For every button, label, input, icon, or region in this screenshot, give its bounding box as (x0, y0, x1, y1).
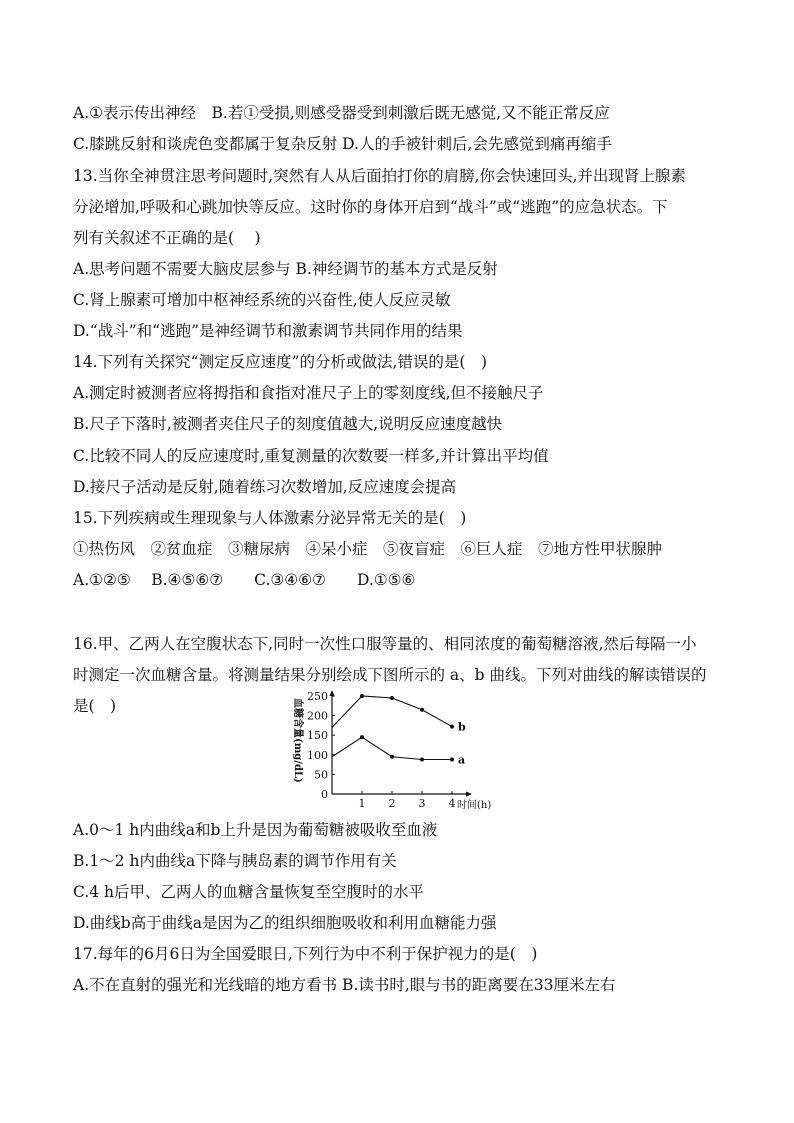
series-label-a: a (458, 753, 466, 767)
data-point-a (450, 758, 454, 762)
y-tick-label: 150 (307, 729, 328, 743)
y-axis-arrow (330, 690, 335, 696)
series-line-b (332, 696, 452, 727)
y-tick-label: 200 (307, 709, 328, 723)
data-point-a (390, 755, 394, 759)
text-line: 15.下列疾病或生理现象与人体激素分泌异常无关的是( ) (73, 509, 467, 527)
y-tick-label: 50 (314, 768, 328, 782)
y-tick-label: 0 (321, 788, 328, 801)
text-line: 13.当你全神贯注思考问题时,突然有人从后面拍打你的肩膀,你会快速回头,并出现肾上腺素 (73, 167, 686, 185)
text-line: D.曲线b高于曲线a是因为乙的组织细胞吸收和利用血糖能力强 (73, 914, 497, 932)
x-tick-label: 4 (448, 797, 456, 810)
data-point-b (390, 696, 394, 700)
text-line: 14.下列有关探究“测定反应速度”的分析或做法,错误的是( ) (73, 353, 488, 371)
text-line: D.接尺子活动是反射,随着练习次数增加,反应速度会提高 (73, 478, 457, 496)
text-line: A.测定时被测者应将拇指和食指对准尺子上的零刻度线,但不接触尺子 (73, 384, 544, 402)
text-line: A.思考问题不需要大脑皮层参与 B.神经调节的基本方式是反射 (73, 260, 498, 278)
text-line: C.4 h后甲、乙两人的血糖含量恢复至空腹时的水平 (73, 883, 425, 901)
y-tick-labels (307, 690, 335, 801)
x-tick-label: 1 (358, 797, 366, 810)
data-point-b (450, 725, 454, 729)
x-tick-label: 3 (418, 797, 426, 810)
text-line: B.1～2 h内曲线a下降与胰岛素的调节作用有关 (73, 852, 397, 870)
data-point-b (420, 708, 424, 712)
text-line: D.“战斗”和“逃跑”是神经调节和激素调节共同作用的结果 (73, 322, 463, 340)
text-line: 17.每年的6月6日为全国爱眼日,下列行为中不利于保护视力的是( ) (73, 945, 538, 963)
text-line: 是( ) (73, 697, 117, 715)
text-line: 16.甲、乙两人在空腹状态下,同时一次性口服等量的、相同浓度的葡萄糖溶液,然后每隔一小 (73, 635, 697, 653)
text-line: A.①表示传出神经 B.若①受损,则感受器受到刺激后既无感觉,又不能正常反应 (73, 104, 610, 122)
text-line: C.肾上腺素可增加中枢神经系统的兴奋性,使人反应灵敏 (73, 291, 451, 309)
data-point-a (420, 758, 424, 762)
text-line: ①热伤风 ②贫血症 ③糖尿病 ④呆小症 ⑤夜盲症 ⑥巨人症 ⑦地方性甲状腺肿 (73, 540, 663, 558)
x-axis-arrow (466, 792, 472, 797)
text-line: C.膝跳反射和谈虎色变都属于复杂反射 D.人的手被针刺后,会先感觉到痛再缩手 (73, 135, 612, 153)
y-tick-label: 250 (307, 690, 328, 703)
y-axis-label: 血糖含量(mg/dL) (292, 698, 303, 783)
x-axis-label: 时间(h) (457, 800, 492, 811)
data-point-b (360, 694, 364, 698)
blood-glucose-line-chart (285, 690, 510, 815)
series-label-b: b (458, 720, 466, 734)
x-tick-label: 2 (388, 797, 396, 810)
text-line: A.0～1 h内曲线a和b上升是因为葡萄糖被吸收至血液 (73, 821, 438, 839)
text-line: A.①②⑤ B.④⑤⑥⑦ C.③④⑥⑦ D.①⑤⑥ (73, 571, 416, 589)
text-line: B.尺子下落时,被测者夹住尺子的刻度值越大,说明反应速度越快 (73, 415, 503, 433)
text-line: 列有关叙述不正确的是( ) (73, 229, 261, 247)
y-tick-label: 100 (307, 748, 328, 762)
text-line: 时测定一次血糖含量。将测量结果分别绘成下图所示的 a、b 曲线。下列对曲线的解读错误的 (73, 666, 707, 684)
text-line: C.比较不同人的反应速度时,重复测量的次数要一样多,并计算出平均值 (73, 447, 549, 465)
data-point-a (360, 735, 364, 739)
text-line: A.不在直射的强光和光线暗的地方看书 B.读书时,眼与书的距离要在33厘米左右 (73, 976, 616, 994)
text-line: 分泌增加,呼吸和心跳加快等反应。这时你的身体开启到“战斗”或“逃跑”的应急状态。下 (73, 198, 668, 216)
chart-axes (330, 690, 473, 797)
